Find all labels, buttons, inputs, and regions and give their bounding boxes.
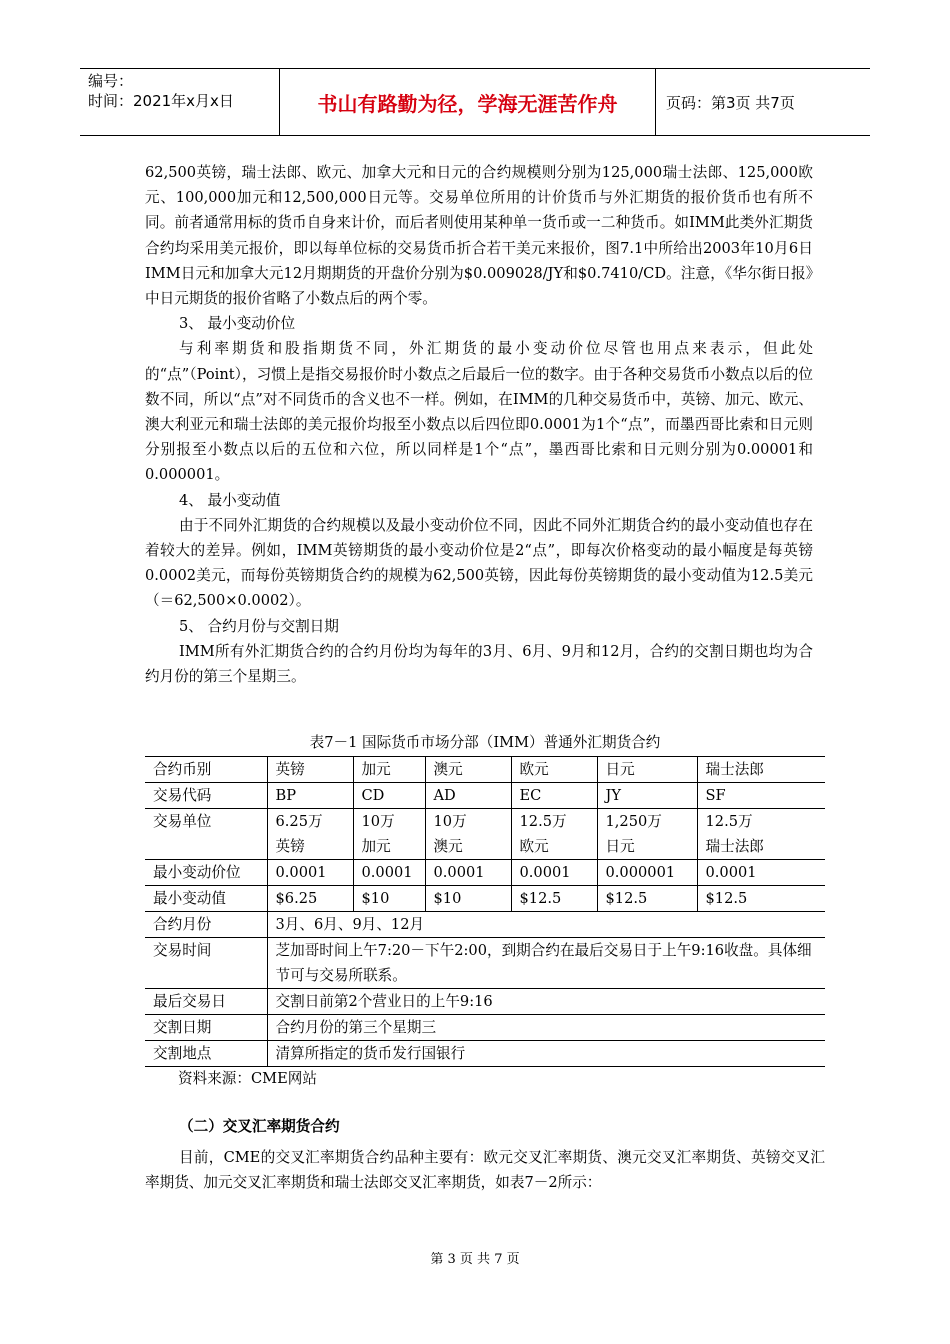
- row-header-cell: 最小变动价位: [145, 860, 267, 886]
- table-cell: 12.5万 瑞士法郎: [697, 809, 825, 860]
- table-cell: 1,250万 日元: [597, 809, 697, 860]
- table-cell: 加元: [353, 757, 425, 783]
- table-cell: 0.0001: [511, 860, 597, 886]
- table-cell: 0.0001: [425, 860, 511, 886]
- body-text: [145, 160, 813, 689]
- subsection-heading: 3、 最小变动价位: [179, 315, 296, 333]
- table-title: 表7－1 国际货币市场分部（IMM）普通外汇期货合约: [309, 734, 661, 751]
- table-cell: 12.5万 欧元: [511, 809, 597, 860]
- section-2: [145, 1114, 825, 1196]
- row-header-cell: 交易代码: [145, 783, 267, 809]
- page-footer: 第 3 页 共 7 页: [430, 1252, 520, 1267]
- table-cell: 10万 澳元: [425, 809, 511, 860]
- header-page-number: 页码：第3页 共7页: [666, 93, 795, 112]
- table-cell: 0.0001: [353, 860, 425, 886]
- table-cell: 交割日前第2个营业日的上午9:16: [267, 989, 825, 1015]
- table-cell: 0.0001: [697, 860, 825, 886]
- table-cell: 3月、6月、9月、12月: [267, 912, 825, 938]
- imm-futures-table: [145, 756, 825, 1067]
- paragraph: 62,500英镑，瑞士法郎、欧元、加拿大元和日元的合约规模则分别为125,000瑞士法郎、125,000欧元、100,000加元和12,500,000日元等。交易单位所用的计价货币与外汇期货的报价货币也有所不同。前者通常用标的货币自身来计价，而后者则使用某种单一货币或一二种货币。如IMM此类外汇期货合约均采用美元报价，即以每单位标的交易货币折合若干美元来报价，图7.1中所给出2003年10月6日IMM日元和加拿大元12月期期货的开盘价分别为$0.009028/JY和$0.7410/CD。注意，《华尔街日报》中日元期货的报价省略了小数点后的两个零。: [145, 164, 813, 308]
- table-cell: $10: [353, 886, 425, 912]
- header-meta: [80, 69, 280, 135]
- row-header-cell: 交割地点: [145, 1041, 267, 1067]
- table-row: [145, 809, 825, 860]
- table-cell: 瑞士法郎: [697, 757, 825, 783]
- table-row: [145, 886, 825, 912]
- section-2-title: （二）交叉汇率期货合约: [179, 1118, 340, 1135]
- table-cell: $12.5: [597, 886, 697, 912]
- table-cell: 日元: [597, 757, 697, 783]
- table-cell: 澳元: [425, 757, 511, 783]
- table-cell: SF: [697, 783, 825, 809]
- subsection-heading: 5、 合约月份与交割日期: [179, 617, 339, 635]
- table-cell: AD: [425, 783, 511, 809]
- header-motto: 书山有路勤为径，学海无涯苦作舟: [280, 69, 656, 135]
- table-row: [145, 860, 825, 886]
- paragraph: IMM所有外汇期货合约的合约月份均为每年的3月、6月、9月和12月，合约的交割日期也均为合约月份的第三个星期三。: [145, 642, 813, 686]
- table-cell: 芝加哥时间上午7:20－下午2:00，到期合约在最后交易日于上午9:16收盘。具体细节可与交易所联系。: [267, 938, 825, 989]
- row-header-cell: 最后交易日: [145, 989, 267, 1015]
- subsection-heading: 4、 最小变动值: [179, 491, 281, 509]
- table-row: [145, 757, 825, 783]
- header-code: 编号：: [88, 72, 134, 90]
- table-cell: 0.0001: [267, 860, 353, 886]
- table-cell: $10: [425, 886, 511, 912]
- row-header-cell: 合约月份: [145, 912, 267, 938]
- table-cell: 0.000001: [597, 860, 697, 886]
- table-cell: $12.5: [697, 886, 825, 912]
- table-cell: CD: [353, 783, 425, 809]
- row-header-cell: 交易时间: [145, 938, 267, 989]
- paragraph: 由于不同外汇期货的合约规模以及最小变动价位不同，因此不同外汇期货合约的最小变动值也存在着较大的差异。例如，IMM英镑期货的最小变动价位是2“点”，即每次价格变动的最小幅度是每英镑0.0002美元，而每份英镑期货合约的规模为62,500英镑，因此每份英镑期货的最小变动值为12.5美元（＝62,500×0.0002）。: [145, 516, 813, 610]
- table-cell: BP: [267, 783, 353, 809]
- table-cell: $12.5: [511, 886, 597, 912]
- table-source: 资料来源：CME网站: [178, 1070, 317, 1087]
- table-cell: 6.25万 英镑: [267, 809, 353, 860]
- paragraph: 与利率期货和股指期货不同，外汇期货的最小变动价位尽管也用点来表示，但此处的“点”（Point），习惯上是指交易报价时小数点之后最后一位的数字。由于各种交易货币小数点以后的位数不同，所以“点”对不同货币的含义也不一样。例如，在IMM的几种交易货币中，英镑、加元、欧元、澳大利亚元和瑞士法郎的美元报价均报至小数点以后四位即0.0001为1个“点”，而墨西哥比索和日元则分别报至小数点以后的五位和六位，所以同样是1个“点”，墨西哥比索和日元则分别为0.00001和0.000001。: [145, 340, 813, 484]
- table-cell: EC: [511, 783, 597, 809]
- table-cell: 合约月份的第三个星期三: [267, 1015, 825, 1041]
- table-cell: 欧元: [511, 757, 597, 783]
- table-cell: 英镑: [267, 757, 353, 783]
- row-header-cell: 交割日期: [145, 1015, 267, 1041]
- table-cell: 10万 加元: [353, 809, 425, 860]
- table-row: [145, 783, 825, 809]
- table-cell: $6.25: [267, 886, 353, 912]
- row-header-cell: 交易单位: [145, 809, 267, 860]
- table-row: [145, 1015, 825, 1041]
- header-date: 时间：2021年x月x日: [88, 92, 234, 110]
- table-cell: 清算所指定的货币发行国银行: [267, 1041, 825, 1067]
- row-header-cell: 最小变动值: [145, 886, 267, 912]
- table-row: [145, 938, 825, 989]
- table-cell: JY: [597, 783, 697, 809]
- section-2-paragraph: 目前，CME的交叉汇率期货合约品种主要有：欧元交叉汇率期货、澳元交叉汇率期货、英镑交叉汇率期货、加元交叉汇率期货和瑞士法郎交叉汇率期货，如表7－2所示：: [145, 1149, 825, 1192]
- row-header-cell: 合约币别: [145, 757, 267, 783]
- table-row: [145, 989, 825, 1015]
- table-row: [145, 912, 825, 938]
- page-header: [80, 68, 870, 136]
- table-row: [145, 1041, 825, 1067]
